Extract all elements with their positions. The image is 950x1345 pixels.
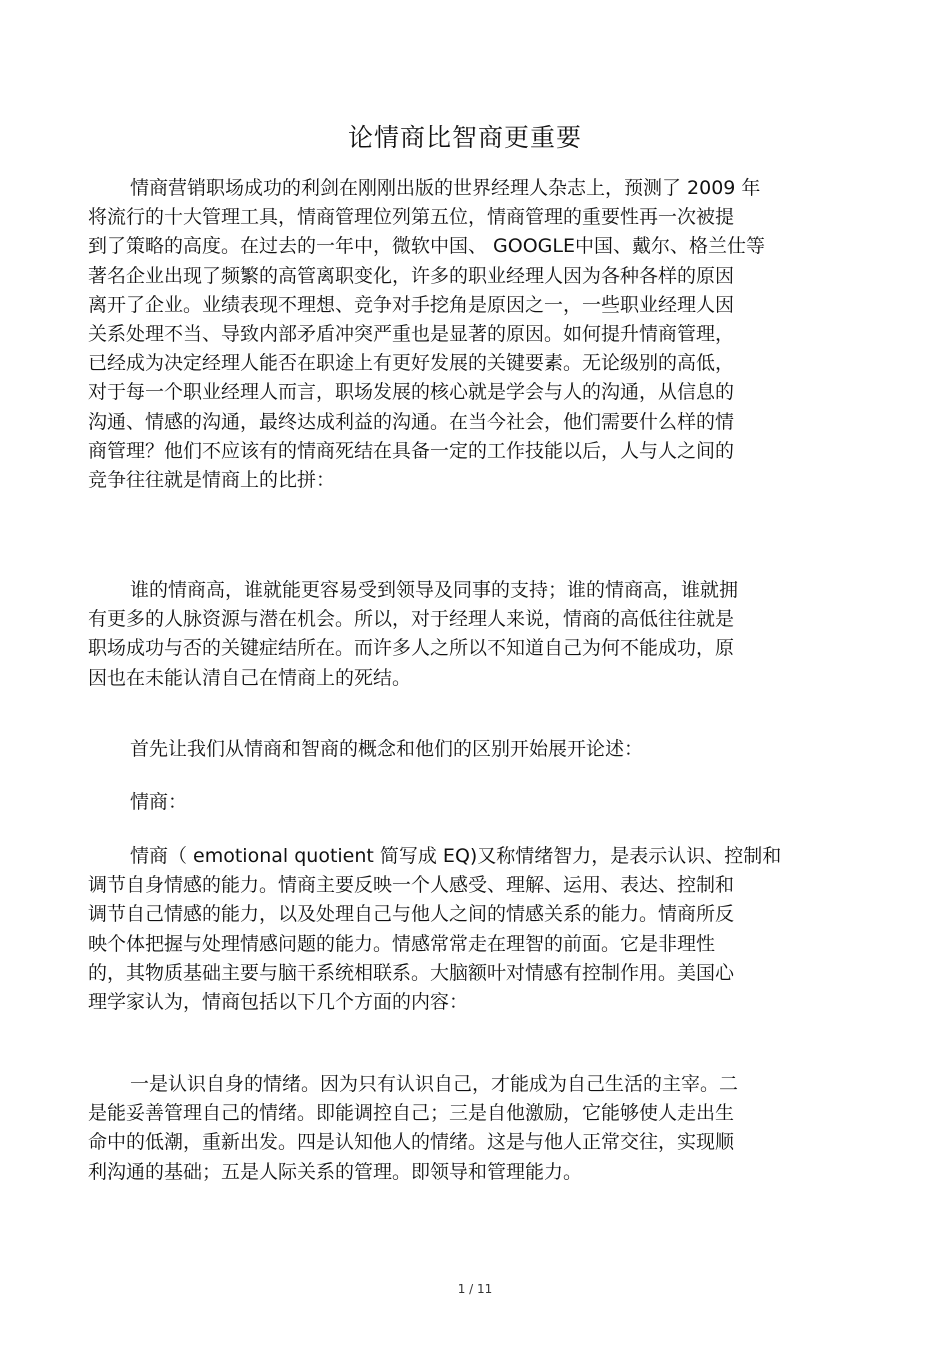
text-line: 映个体把握与处理情感问题的能力。情感常常走在理智的前面。它是非理性 xyxy=(88,932,716,955)
text-line: 职场成功与否的关键症结所在。而许多人之所以不知道自己为何不能成功，原 xyxy=(88,637,735,660)
text-line: 将流行的十大管理工具，情商管理位列第五位，情商管理的重要性再一次被提 xyxy=(88,206,735,229)
text-line: 情商营销职场成功的利剑在刚刚出版的世界经理人杂志上，预测了 2009 年 xyxy=(130,177,761,199)
text-line: 的，其物质基础主要与脑干系统相联系。大脑额叶对情感有控制作用。美国心 xyxy=(88,961,735,984)
text-line: 对于每一个职业经理人而言，职场发展的核心就是学会与人的沟通，从信息的 xyxy=(88,381,735,404)
text-line: 到了策略的高度。在过去的一年中，微软中国、 GOOGLE中国、戴尔、格兰仕等 xyxy=(88,235,765,258)
text-line: 情商（ emotional quotient 简写成 EQ)又称情绪智力，是表示认识、控制和 xyxy=(130,845,782,867)
text-line: 沟通、情感的沟通，最终达成利益的沟通。在当今社会，他们需要什么样的情 xyxy=(88,410,735,433)
page-number: 1 / 11 xyxy=(457,1282,493,1296)
text-line: 一是认识自身的情绪。因为只有认识自己，才能成为自己生活的主宰。二 xyxy=(130,1073,739,1095)
text-line: 情商： xyxy=(130,791,188,813)
text-line: 是能妥善管理自己的情绪。即能调控自己；三是自他激励，它能够使人走出生 xyxy=(88,1102,735,1125)
page-title: 论情商比智商更重要 xyxy=(347,123,582,152)
paragraph-1 xyxy=(88,174,765,495)
paragraph-2 xyxy=(88,576,738,693)
paragraph-3 xyxy=(88,735,643,764)
text-line: 首先让我们从情商和智商的概念和他们的区别开始展开论述： xyxy=(130,738,644,760)
paragraph-6 xyxy=(88,1070,738,1187)
text-line: 谁的情商高，谁就能更容易受到领导及同事的支持；谁的情商高，谁就拥 xyxy=(130,579,739,601)
text-line: 离开了企业。业绩表现不理想、竞争对手挖角是原因之一，一些职业经理人因 xyxy=(88,293,735,316)
paragraph-5 xyxy=(88,842,781,1017)
text-line: 商管理？他们不应该有的情商死结在具备一定的工作技能以后，人与人之间的 xyxy=(88,439,735,462)
text-line: 关系处理不当、导致内部矛盾冲突严重也是显著的原因。如何提升情商管理， xyxy=(88,322,735,345)
text-line: 因也在未能认清自己在情商上的死结。 xyxy=(88,666,412,689)
text-line: 著名企业出现了频繁的高管离职变化，许多的职业经理人因为各种各样的原因 xyxy=(88,264,735,287)
text-line: 调节自身情感的能力。情商主要反映一个人感受、理解、运用、表达、控制和 xyxy=(88,874,735,897)
text-line: 已经成为决定经理人能否在职途上有更好发展的关键要素。无论级别的高低， xyxy=(88,352,735,375)
text-line: 有更多的人脉资源与潜在机会。所以，对于经理人来说，情商的高低往往就是 xyxy=(88,608,735,631)
text-line: 竞争往往就是情商上的比拼： xyxy=(88,468,336,491)
section-heading xyxy=(88,788,187,817)
text-line: 理学家认为，情商包括以下几个方面的内容： xyxy=(88,990,469,1013)
text-line: 利沟通的基础；五是人际关系的管理。即领导和管理能力。 xyxy=(88,1160,583,1183)
text-line: 调节自己情感的能力，以及处理自己与他人之间的情感关系的能力。情商所反 xyxy=(88,903,735,926)
text-line: 命中的低潮，重新出发。四是认知他人的情绪。这是与他人正常交往，实现顺 xyxy=(88,1131,735,1154)
